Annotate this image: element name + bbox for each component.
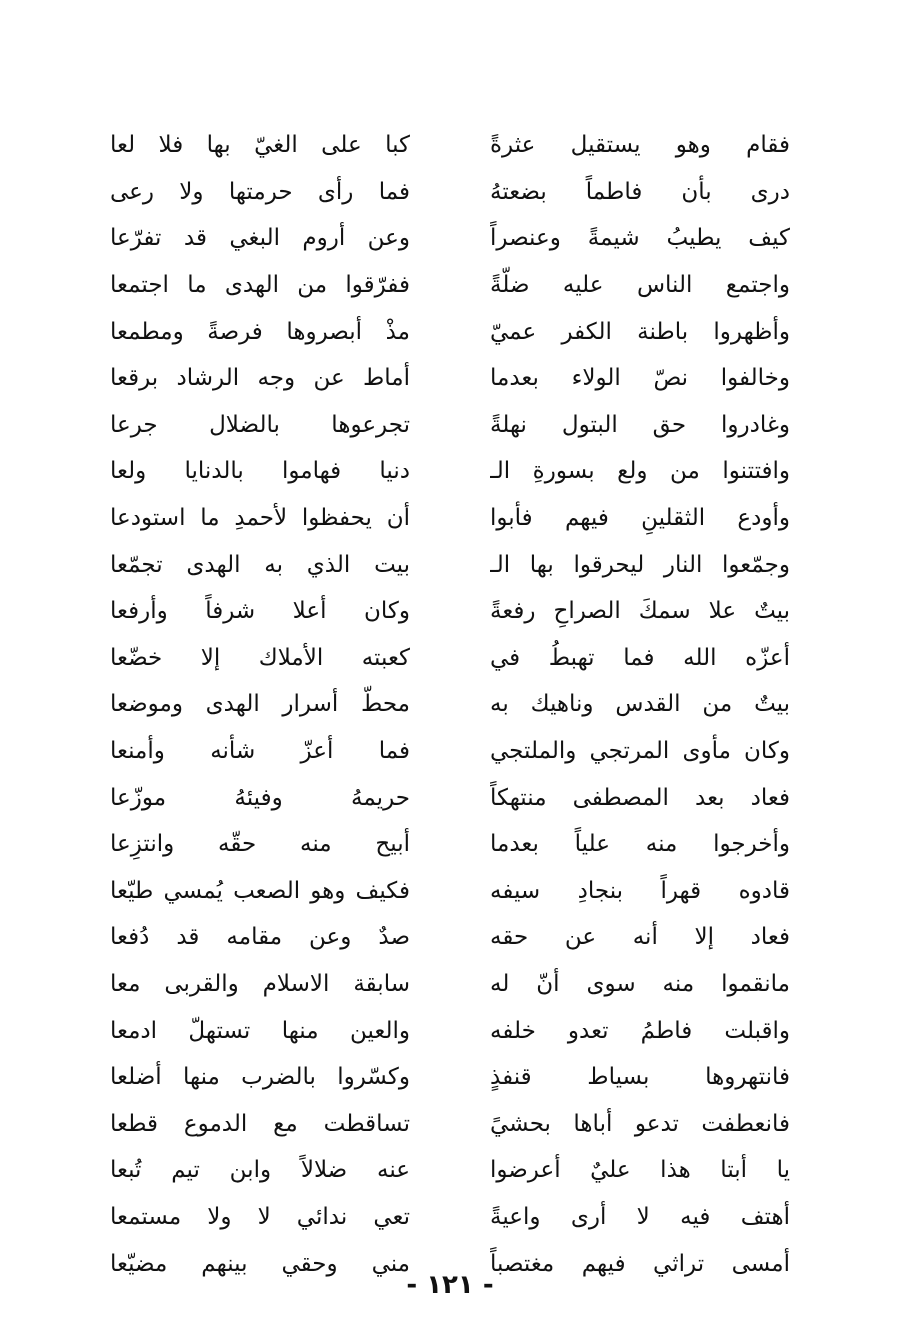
verse-line [110, 914, 790, 961]
second-hemistich: محطّ أسرار الهدى وموضعا [110, 691, 410, 718]
second-hemistich: أبيح منه حقّه وانتزِعا [110, 831, 410, 858]
verse-line [110, 961, 790, 1008]
second-hemistich: حريمهُ وفيئهُ موزّعا [110, 784, 410, 811]
verse-line [110, 635, 790, 682]
second-hemistich: مني وحقي بينهم مضيّعا [110, 1250, 410, 1277]
first-hemistich: بيتٌ علا سمكَ الصراحِ رفعةً [490, 598, 790, 625]
second-hemistich: كبا على الغيّ بها فلا لعا [110, 132, 410, 159]
first-hemistich: يا أبتا هذا عليٌ أعرضوا [490, 1157, 790, 1184]
second-hemistich: فما أعزّ شأنه وأمنعا [110, 738, 410, 765]
page-number: - ١٢١ - [406, 1270, 494, 1300]
first-hemistich: كيف يطيبُ شيمةً وعنصراً [490, 225, 790, 252]
verse-line [110, 402, 790, 449]
second-hemistich: تساقطت مع الدموع قطعا [110, 1110, 410, 1137]
verse-line [110, 774, 790, 821]
second-hemistich: تعي ندائي لا ولا مستمعا [110, 1203, 410, 1230]
verse-line [110, 262, 790, 309]
second-hemistich: فما رأى حرمتها ولا رعى [110, 178, 410, 205]
verse-line [110, 588, 790, 635]
second-hemistich: مذْ أبصروها فرصةً ومطمعا [110, 318, 410, 345]
second-hemistich: أماط عن وجه الرشاد برقعا [110, 365, 410, 392]
first-hemistich: فانعطفت تدعو أباها بحشيً [490, 1110, 790, 1137]
first-hemistich: وغادروا حق البتول نهلةً [490, 411, 790, 438]
verse-line [110, 1007, 790, 1054]
first-hemistich: بيتٌ من القدس وناهيك به [490, 691, 790, 718]
first-hemistich: فعاد بعد المصطفى منتهكاً [490, 784, 790, 811]
second-hemistich: عنه ضلالاً وابن تيم تُبعا [110, 1157, 410, 1184]
second-hemistich: تجرعوها بالضلال جرعا [110, 411, 410, 438]
first-hemistich: وخالفوا نصّ الولاء بعدما [490, 365, 790, 392]
second-hemistich: بيت الذي به الهدى تجمّعا [110, 551, 410, 578]
second-hemistich: كعبته الأملاك إلا خضّعا [110, 644, 410, 671]
second-hemistich: أن يحفظوا لأحمدِ ما استودعا [110, 505, 410, 532]
poem-body [110, 122, 790, 1287]
verse-line [110, 1100, 790, 1147]
second-hemistich: صدٌ وعن مقامه قد دُفعا [110, 924, 410, 951]
verse-line [110, 681, 790, 728]
second-hemistich: وكان أعلا شرفاً وأرفعا [110, 598, 410, 625]
verse-line [110, 215, 790, 262]
verse-line [110, 448, 790, 495]
verse-line [110, 541, 790, 588]
first-hemistich: وافتتنوا من ولع بسورةِ الـ [490, 458, 790, 485]
first-hemistich: واجتمع الناس عليه ضلّةً [490, 272, 790, 299]
first-hemistich: فعاد إلا أنه عن حقه [490, 924, 790, 951]
first-hemistich: فانتهروها بسياط قنفذٍ [490, 1064, 790, 1091]
verse-line [110, 1054, 790, 1101]
first-hemistich: وأظهروا باطنة الكفر عميّ [490, 318, 790, 345]
second-hemistich: والعين منها تستهلّ ادمعا [110, 1017, 410, 1044]
second-hemistich: فكيف وهو الصعب يُمسي طيّعا [110, 877, 410, 904]
second-hemistich: وكسّروا بالضرب منها أضلعا [110, 1064, 410, 1091]
first-hemistich: وجمّعوا النار ليحرقوا بها الـ [490, 551, 790, 578]
verse-line [110, 308, 790, 355]
second-hemistich: ففرّقوا من الهدى ما اجتمعا [110, 272, 410, 299]
first-hemistich: مانقموا منه سوى أنّ له [490, 970, 790, 997]
verse-line [110, 1194, 790, 1241]
first-hemistich: وأخرجوا منه علياً بعدما [490, 831, 790, 858]
verse-line [110, 355, 790, 402]
first-hemistich: أعزّه الله فما تهبطُ في [490, 644, 790, 671]
first-hemistich: قادوه قهراً بنجادِ سيفه [490, 877, 790, 904]
second-hemistich: سابقة الاسلام والقربى معا [110, 970, 410, 997]
verse-line [110, 868, 790, 915]
first-hemistich: أهتف فيه لا أرى واعيةً [490, 1203, 790, 1230]
second-hemistich: وعن أروم البغي قد تفرّعا [110, 225, 410, 252]
verse-line [110, 821, 790, 868]
verse-line [110, 728, 790, 775]
first-hemistich: وكان مأوى المرتجي والملتجي [490, 738, 790, 765]
verse-line [110, 495, 790, 542]
first-hemistich: درى بأن فاطماً بضعتهُ [490, 178, 790, 205]
first-hemistich: واقبلت فاطمُ تعدو خلفه [490, 1017, 790, 1044]
first-hemistich: وأودع الثقلينِ فيهم فأبوا [490, 505, 790, 532]
verse-line [110, 1147, 790, 1194]
second-hemistich: دنيا فهاموا بالدنايا ولعا [110, 458, 410, 485]
first-hemistich: فقام وهو يستقيل عثرةً [490, 132, 790, 159]
verse-line [110, 122, 790, 169]
first-hemistich: أمسى تراثي فيهم مغتصباً [490, 1250, 790, 1277]
verse-line [110, 169, 790, 216]
